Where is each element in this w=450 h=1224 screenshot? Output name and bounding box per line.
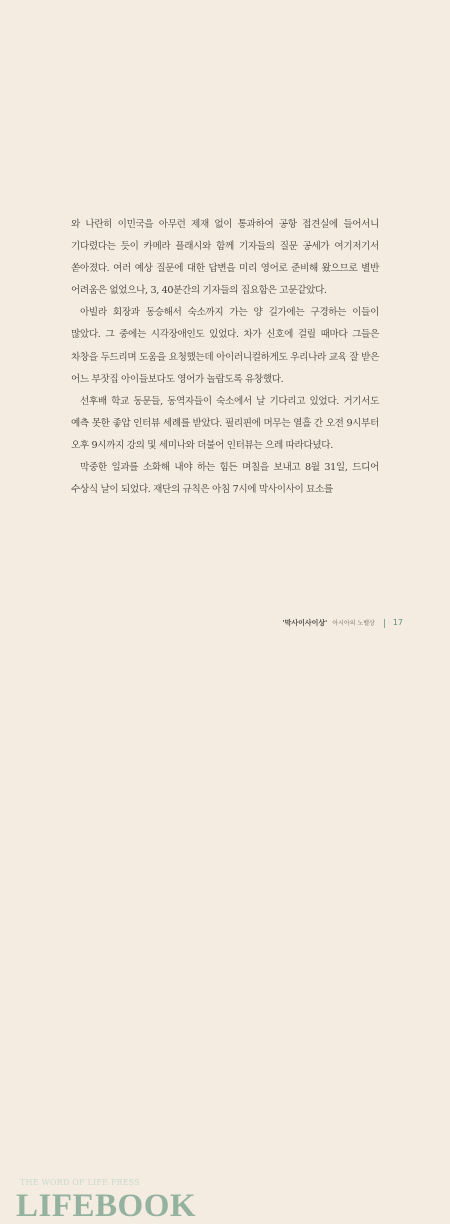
running-subtitle: 아시아의 노벨상 bbox=[332, 620, 375, 627]
publisher-logo bbox=[8, 585, 197, 1224]
page-footer bbox=[282, 618, 403, 628]
publisher-name: LIFEBOOK bbox=[16, 1188, 197, 1224]
running-title: '막사이사이상' bbox=[282, 619, 328, 627]
body-text bbox=[71, 214, 379, 501]
page-number: 17 bbox=[392, 618, 403, 627]
paragraph-4: 막중한 일과를 소화해 내야 하는 힘든 며칠을 보내고 8월 31일, 드디어 수상식 날이 되었다. 재단의 규칙은 아침 7시에 막사이사이 묘소를 bbox=[71, 462, 379, 496]
folio-separator bbox=[384, 619, 385, 628]
paragraph-3: 선후배 학교 동문들, 동역자들이 숙소에서 날 기다리고 있었다. 거기서도 예측 못한 좋압 인터뷰 세례를 받았다. 필리핀에 머무는 열흘 간 오전 9시부터 오후 9시까지 강의 및 세미나와 더불어 인터뷰는 으레 따라다녔다. bbox=[71, 395, 379, 451]
paragraph-1: 와 나란히 이민국을 아무런 제재 없이 통과하여 공항 접견실에 들어서니 기다렸다는 듯이 카메라 플래시와 함께 기자들의 질문 공세가 여기저기서 쏟아졌다. 여러 예상 질문에 대한 답변을 미리 영어로 준비해 왔으므로 별반 어려움은 없었으나, 3, 40분간의 기자들의 집요함은 고문같았다. bbox=[71, 219, 379, 297]
publisher-subtitle: THE WORD OF LIFE PRESS bbox=[20, 1178, 140, 1187]
paragraph-2: 아빌라 회장과 동승해서 숙소까지 가는 양 길가에는 구경하는 이들이 많았다. 그 중에는 시각장애인도 있었다. 차가 신호에 걸릴 때마다 그들은 차창을 두드리며 도움을 요청했는데 아이러니컬하게도 우리나라 교육 잘 받은 어느 부잣집 아이들보다도 영어가 놀랍도록 유창했다. bbox=[71, 307, 379, 385]
